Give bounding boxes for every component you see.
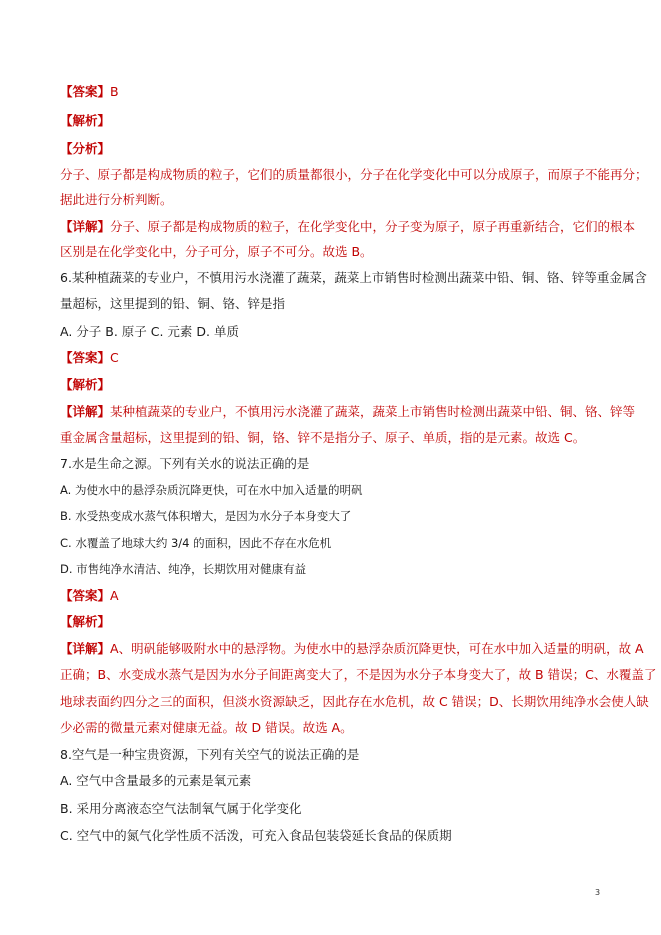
- text-line: [60, 141, 110, 157]
- line-text: A. 空气中含量最多的元素是氧元素: [60, 773, 252, 788]
- text-line: [60, 456, 309, 472]
- text-line: [60, 667, 656, 683]
- section-tag: 【解析】: [60, 113, 111, 128]
- section-tag: 【答案】: [60, 350, 111, 365]
- text-line: [60, 482, 362, 498]
- line-text: 某种植蔬菜的专业户，不慎用污水浇灌了蔬菜，蔬菜上市销售时检测出蔬菜中铅、铜、铬、锌等: [110, 404, 636, 419]
- text-line: [60, 296, 285, 312]
- text-line: [60, 167, 648, 183]
- line-text: 重金属含量超标，这里提到的铅、铜，铬、锌不是指分子、原子、单质，指的是元素。故选 C。: [60, 430, 586, 445]
- text-line: [60, 641, 644, 657]
- line-text: 正确；B、水变成水蒸气是因为水分子间距离变大了，不是因为水分子本身变大了，故 B 错误；C、水覆盖了: [60, 667, 657, 682]
- section-tag: 【详解】: [60, 219, 111, 234]
- text-line: [60, 561, 306, 577]
- page-number: 3: [595, 888, 601, 897]
- line-text: 7.水是生命之源。下列有关水的说法正确的是: [60, 456, 310, 471]
- text-line: [60, 270, 647, 286]
- section-tag: 【答案】: [60, 84, 111, 99]
- text-line: [60, 84, 119, 100]
- line-text: A: [110, 588, 119, 603]
- line-text: 分子、原子都是构成物质的粒子，在化学变化中，分子变为原子，原子再重新结合，它们的根本: [110, 219, 636, 234]
- text-line: [60, 801, 302, 817]
- text-line: [60, 828, 452, 844]
- text-line: [60, 747, 359, 763]
- line-text: 据此进行分析判断。: [60, 192, 173, 207]
- section-tag: 【详解】: [60, 404, 111, 419]
- section-tag: 【解析】: [60, 614, 111, 629]
- line-text: D. 市售纯净水清洁、纯净，长期饮用对健康有益: [60, 562, 307, 576]
- line-text: B. 水受热变成水蒸气体积增大，是因为水分子本身变大了: [60, 509, 352, 523]
- line-text: B: [110, 84, 119, 99]
- line-text: 6.某种植蔬菜的专业户，不慎用污水浇灌了蔬菜，蔬菜上市销售时检测出蔬菜中铅、铜、铬、锌等重金属含: [60, 270, 647, 285]
- text-line: [60, 324, 239, 340]
- line-text: 量超标，这里提到的铅、铜、铬、锌是指: [60, 296, 286, 311]
- text-line: [60, 773, 251, 789]
- line-text: C. 水覆盖了地球大约 3/4 的面积，因此不存在水危机: [60, 536, 332, 550]
- text-line: [60, 694, 649, 710]
- text-line: [60, 720, 353, 736]
- section-tag: 【解析】: [60, 377, 111, 392]
- line-text: C. 空气中的氮气化学性质不活泼，可充入食品包装袋延长食品的保质期: [60, 828, 452, 843]
- section-tag: 【详解】: [60, 641, 111, 656]
- line-text: A. 为使水中的悬浮杂质沉降更快，可在水中加入适量的明矾: [60, 483, 363, 497]
- line-text: 8.空气是一种宝贵资源，下列有关空气的说法正确的是: [60, 747, 360, 762]
- text-line: [60, 244, 373, 260]
- line-text: 地球表面约四分之三的面积，但淡水资源缺乏，因此存在水危机，故 C 错误；D、长期饮用纯净水会使人缺: [60, 694, 649, 709]
- text-line: [60, 192, 173, 208]
- line-text: 区别是在化学变化中，分子可分，原子不可分。故选 B。: [60, 244, 373, 259]
- text-line: [60, 508, 351, 524]
- text-line: [60, 430, 585, 446]
- text-line: [60, 535, 331, 551]
- section-tag: 【分析】: [60, 141, 111, 156]
- line-text: C: [110, 350, 119, 365]
- line-text: B. 采用分离液态空气法制氧气属于化学变化: [60, 801, 302, 816]
- section-tag: 【答案】: [60, 588, 111, 603]
- text-line: [60, 113, 110, 129]
- line-text: 分子、原子都是构成物质的粒子，它们的质量都很小，分子在化学变化中可以分成原子，而原子不能再分；: [60, 167, 648, 182]
- text-line: [60, 588, 119, 604]
- line-text: 少必需的微量元素对健康无益。故 D 错误。故选 A。: [60, 720, 353, 735]
- text-line: [60, 377, 110, 393]
- line-text: A、明矾能够吸附水中的悬浮物。为使水中的悬浮杂质沉降更快，可在水中加入适量的明矾，故 A: [110, 641, 644, 656]
- text-line: [60, 219, 635, 235]
- text-line: [60, 350, 119, 366]
- text-line: [60, 404, 635, 420]
- text-line: [60, 614, 110, 630]
- line-text: A. 分子 B. 原子 C. 元素 D. 单质: [60, 324, 239, 339]
